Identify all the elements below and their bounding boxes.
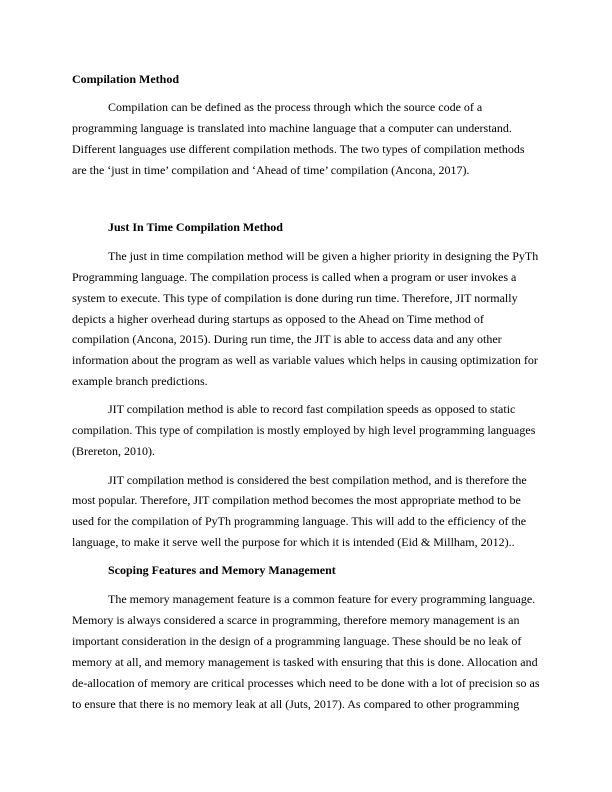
heading-compilation-method: Compilation Method xyxy=(72,72,180,86)
paragraph-line: JIT compilation method is considered the best compilation method, and is therefore the xyxy=(108,473,527,487)
heading-scoping-features: Scoping Features and Memory Management xyxy=(108,563,336,577)
paragraph-line: JIT compilation method is able to record fast compilation speeds as opposed to static xyxy=(108,402,516,416)
paragraph-line: language, to make it serve well the purpose for which it is intended (Eid & Millham, 2012).. xyxy=(72,535,515,549)
paragraph-line: programming language is translated into machine language that a computer can understand. xyxy=(72,121,512,135)
paragraph-line: compilation (Ancona, 2015). During run time, the JIT is able to access data and any other xyxy=(72,332,502,346)
paragraph-line: memory at all, and memory management is tasked with ensuring that this is done. Allocation and xyxy=(72,655,538,669)
paragraph-line: de-allocation of memory are critical processes which need to be done with a lot of precision so as xyxy=(72,676,540,690)
paragraph-line: most popular. Therefore, JIT compilation method becomes the most appropriate method to be xyxy=(72,493,521,507)
paragraph-line: to ensure that there is no memory leak at all (Juts, 2017). As compared to other programming xyxy=(72,697,520,711)
paragraph-line: Programming language. The compilation process is called when a program or user invokes a xyxy=(72,270,517,284)
paragraph-line: Memory is always considered a scarce in programming, therefore memory management is an xyxy=(72,613,520,627)
paragraph-line: compilation. This type of compilation is mostly employed by high level programming languages xyxy=(72,423,536,437)
heading-just-in-time: Just In Time Compilation Method xyxy=(108,220,283,234)
paragraph-line: information about the program as well as variable values which helps in causing optimization for xyxy=(72,353,538,367)
paragraph-line: Different languages use different compilation methods. The two types of compilation methods xyxy=(72,142,525,156)
paragraph-line: example branch predictions. xyxy=(72,374,208,388)
paragraph-line: Compilation can be defined as the process through which the source code of a xyxy=(108,100,483,114)
paragraph-line: (Brereton, 2010). xyxy=(72,444,155,458)
paragraph-line: important consideration in the design of a programming language. These should be no leak of xyxy=(72,634,522,648)
paragraph-line: are the ‘just in time’ compilation and ‘Ahead of time’ compilation (Ancona, 2017). xyxy=(72,163,470,177)
paragraph-line: used for the compilation of PyTh programming language. This will add to the efficiency of the xyxy=(72,514,527,528)
paragraph-line: The memory management feature is a common feature for every programming language. xyxy=(108,592,536,606)
paragraph-line: depicts a higher overhead during startups as opposed to the Ahead on Time method of xyxy=(72,312,484,326)
paragraph-line: The just in time compilation method will be given a higher priority in designing the PyTh xyxy=(108,249,539,263)
paragraph-line: system to execute. This type of compilation is done during run time. Therefore, JIT normally xyxy=(72,291,518,305)
